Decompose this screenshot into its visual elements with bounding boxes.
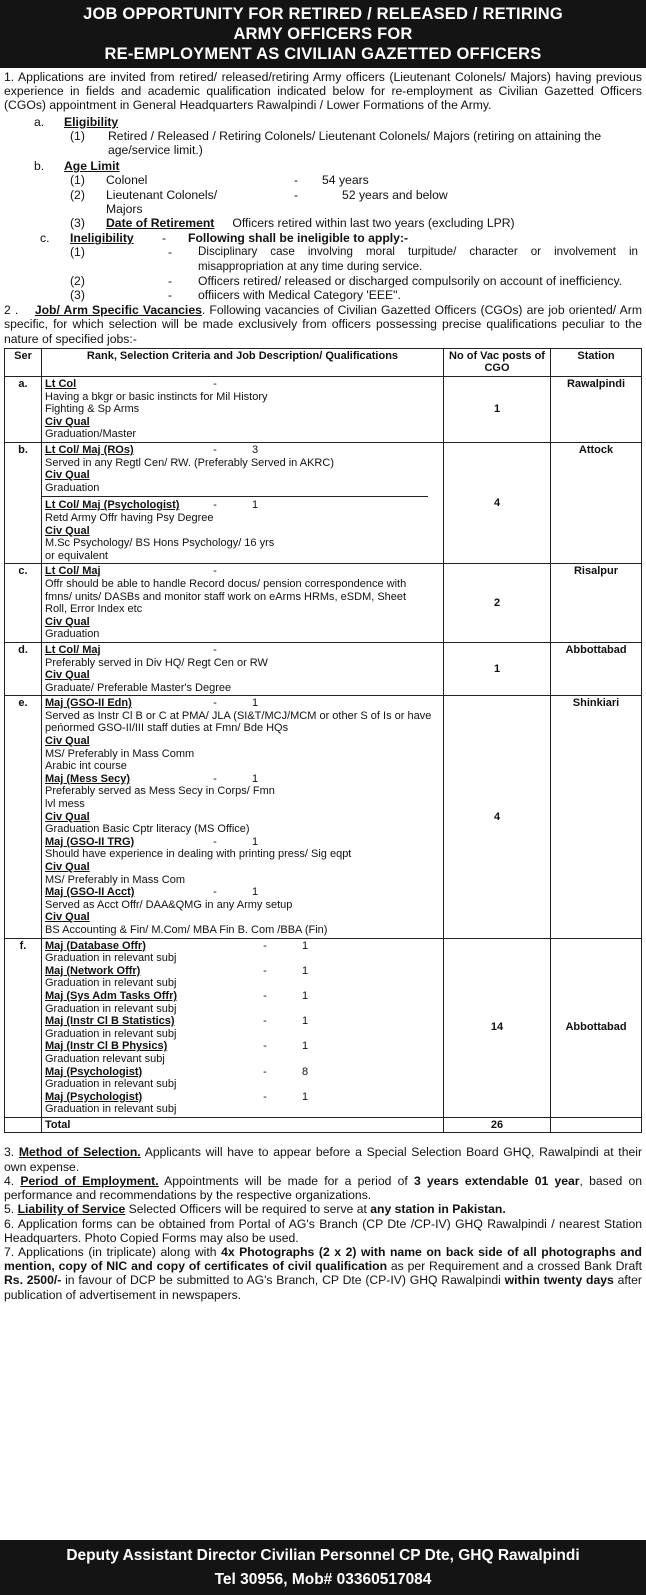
para-3: 3. Method of Selection. Applicants will have to appear before a Special Selection Board GHQ, Rawalpindi at their own expense. — [4, 1145, 643, 1174]
table-header-row: Ser Rank, Selection Criteria and Job Description/ Qualifications No of Vac posts of CGO Station — [5, 348, 642, 376]
table-row: f. Maj (Database Offr) - 1 Graduation in relevant subj Maj (Network Offr) - 1 Graduation in relevant subj Maj (Sys Adm Tasks Offr) - 1 Graduation in relevant subj Maj (Instr Cl B Statistics) - 1 Graduation in relevant subj Maj (Instr Cl B Physics) - 1 Graduation relevant subj Maj (Psychologist) - 8 Graduation in relevant subj Maj (Psychologist) - 1 Graduation in relevant subj 14 Abbottabad — [5, 938, 642, 1117]
eligibility-section: a. Eligibility (1) Retired / Released / Retiring Colonels/ Lieutenant Colonels/ Majors (retiring on attaining the age/service limit.) — [4, 115, 642, 158]
para-6: 6. Application forms can be obtained from Portal of AG's Branch (CP Dte /CP-IV) GHQ Rawalpindi / nearest Station Headquarters. Photo Copied Forms may also be used. — [4, 1216, 642, 1245]
footer-line-1: Deputy Assistant Director Civilian Personnel CP Dte, GHQ Rawalpindi — [66, 1547, 580, 1564]
header-line-2: ARMY OFFICERS FOR — [233, 25, 413, 43]
intro-paragraph: 1. Applications are invited from retired/ released/retiring Army officers (Lieutenant Colonels/ Majors) having previous experience in fields and academic qualification indicated below for re-employment as Civilian Gazetted Officers (CGOs) appointment in General Headquarters Rawalpindi / Lower Formations of the Army. — [4, 70, 642, 113]
vacancies-table — [4, 348, 642, 1134]
table-row: d. Lt Col/ Maj - Preferably served in Div HQ/ Regt Cen or RW Civ Qual Graduate/ Preferable Master's Degree 1 Abbottabad — [5, 642, 642, 695]
para-5: 5. Liability of Service Selected Officers will be required to serve at any station in Pakistan. — [4, 1202, 506, 1217]
table-row: e. Maj (GSO-II Edn) - 1 Served as Instr Cl B or C at PMA/ JLA (SI&T/MCJ/MCM or other S of Is or have peńormed GSO-II/III staff duties at Fmn/ Bde HQs Civ Qual MS/ Preferably in Mass Comm Arabic int course Maj (Mess Secy) - 1 Preferably served as Mess Secy in Corps/ Fmn lvl mess Civ Qual Graduation Basic Cptr literacy (MS Office) Maj (GSO-II TRG) - 1 Should have experience in dealing with printing press/ Sig eqpt Civ Qual MS/ Preferably in Mass Com Maj (GSO-II Acct) - 1 Served as Acct Offr/ DAA&QMG in any Army setup Civ Qual BS Accounting & Fin/ M.Com/ MBA Fin B. Com /BBA (Fin) 4 Shinkiari — [5, 696, 642, 938]
table-row: b. Lt Col/ Maj (ROs) - 3 Served in any Regtl Cen/ RW. (Preferably Served in AKRC) Civ Qual Graduation Lt Col/ Maj (Psychologist) - 1 Retd Army Offr having Psy Degree Civ Qual M.Sc Psychology/ BS Hons Psychology/ 16 yrs or equivalent 4 Attock — [5, 443, 642, 564]
table-row: a. Lt Col - Having a bkgr or basic instincts for Mil History Fighting & Sp Arms Civ Qual Graduation/Master 1 Rawalpindi — [5, 377, 642, 443]
header-line-3: RE-EMPLOYMENT AS CIVILIAN GAZETTED OFFICERS — [104, 45, 542, 63]
para-7: 7. Applications (in triplicate) along with 4x Photographs (2 x 2) with name on back side of all photographs and mention, copy of NIC and copy of certificates of civil qualification as per Requirement and a crossed Bank Draft Rs. 2500/- in favour of DCP be submitted to AG's Branch, CP Dte (CP-IV) GHQ Rawalpindi within twenty days after publication of advertisement in newspapers. — [4, 1244, 642, 1302]
ad-body — [4, 70, 642, 1302]
para-4: 4. Period of Employment. Appointments will be made for a period of 3 years extendable 01 year, based on performance and recommendations by the respective organizations. — [4, 1173, 643, 1203]
footer-line-2: Tel 30956, Mob# 03360517084 — [214, 1571, 432, 1588]
para-2: 2 . Job/ Arm Specific Vacancies. Following vacancies of Civilian Gazetted Officers (CGOs) are job oriented/ Arm specific, for which selection will be made exclusively from officers possessing precise qualifications peculiar to the nature of specified jobs:- — [4, 303, 642, 346]
header-banner — [0, 0, 646, 68]
table-total-row: Total 26 — [5, 1117, 642, 1133]
table-row: c. Lt Col/ Maj - Offr should be able to handle Record docus/ pension correspondence with fmns/ units/ DASBs and monitor staff work on eArms HRMs, eSDM, Sheet Roll, Error Index etc Civ Qual Graduation 2 Risalpur — [5, 564, 642, 643]
footer-banner — [0, 1540, 646, 1595]
age-limit-section: b. Age Limit (1) Colonel - 54 years (2) Lieutenant Colonels/ Majors - 52 years and below (3) Date of Retirement Officers retired within last two years (excluding LPR) — [34, 159, 515, 231]
ineligibility-section: c. Ineligibility - Following shall be ineligible to apply:- (1) - Disciplinary case involving moral turpitude/ character or involvement in misappropriation at any time during service. (2) - Officers retired/ released or discharged compulsorily on account of inefficiency. (3) - offiicers with Medical Category 'EEE". — [40, 231, 638, 303]
eligibility-text: Retired / Released / Retiring Colonels/ Lieutenant Colonels/ Majors (retiring on attaining the age/service limit.) — [108, 128, 602, 158]
eligibility-heading: Eligibility — [64, 114, 119, 129]
header-line-1: JOB OPPORTUNITY FOR RETIRED / RELEASED / RETIRING — [83, 5, 563, 23]
